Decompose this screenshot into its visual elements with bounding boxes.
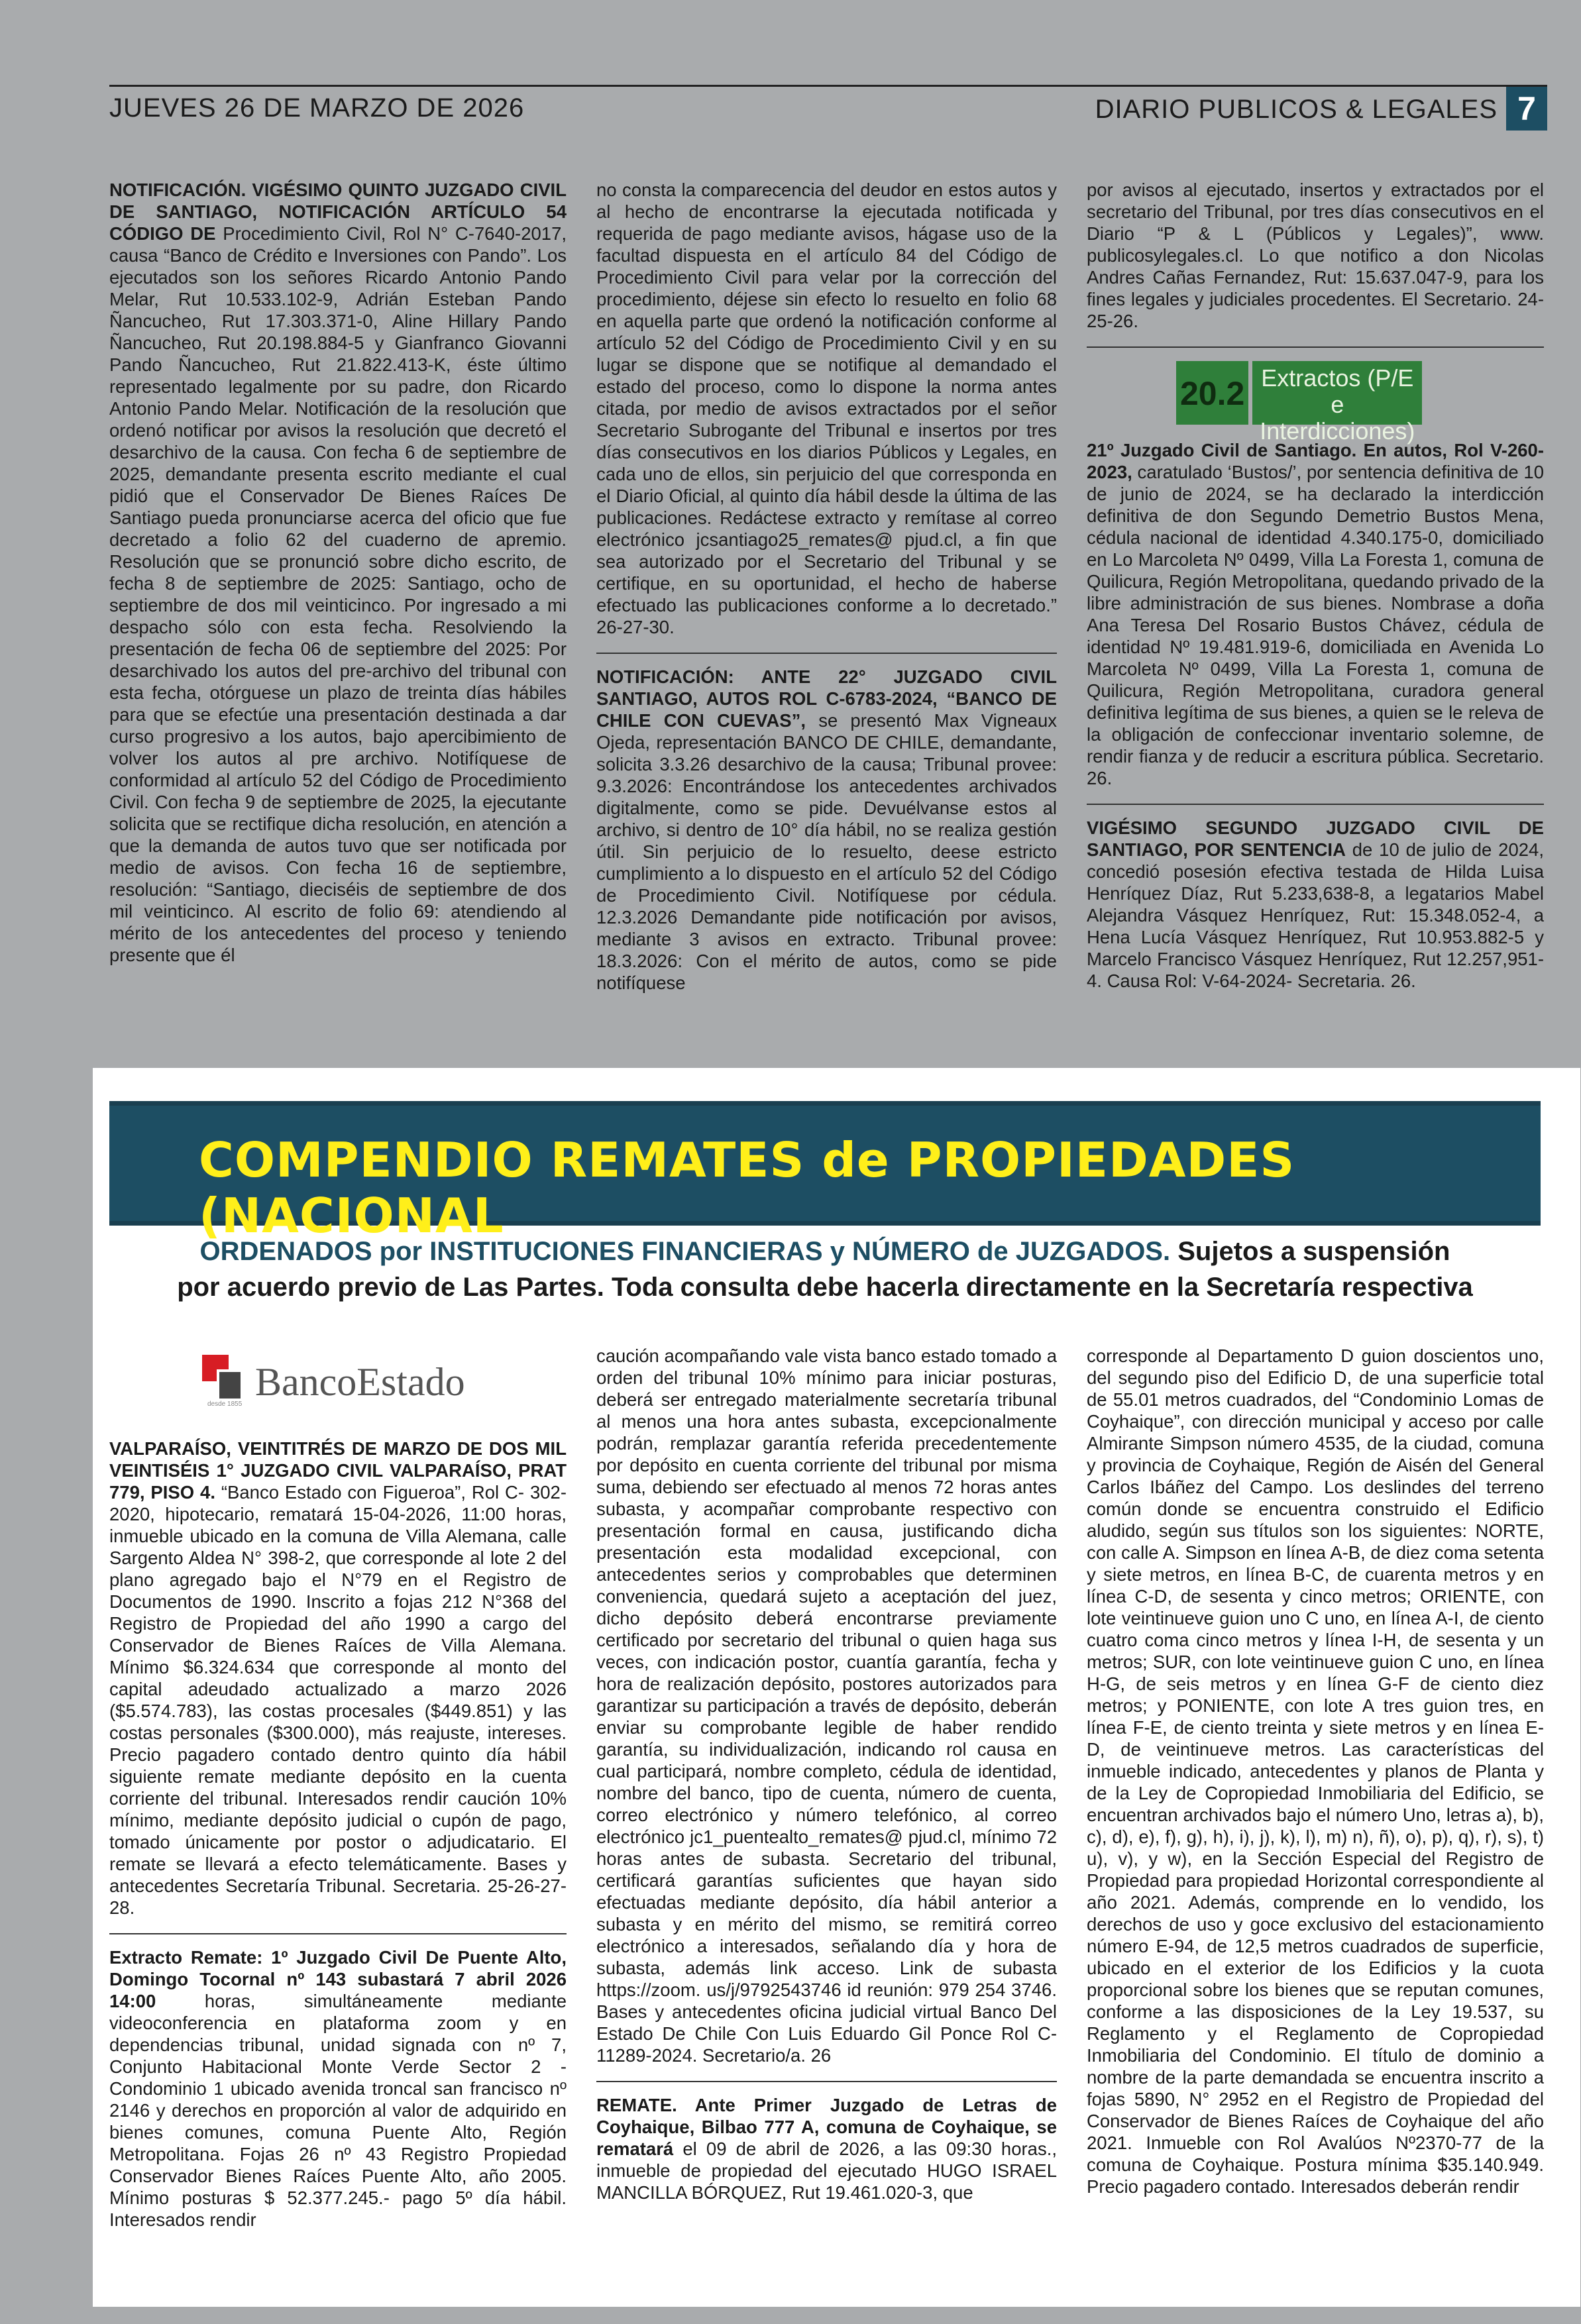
notice-25-juzgado [109,179,567,966]
notice-body: horas, simultáneamente mediante videoconferencia en plataforma zoom y en dependencias tribunal, unidad signada con nº 7, Conjunto Habitacional Monte Verde Sector 2 - Condominio 1 ubicado avenida troncal san francisco nº 2146 y derechos en proporción al valor de adquirido en bienes comunes, comuna Puente Alto, Región Metropolitana. Fojas 26 nº 43 Registro Propiedad Conservador Bienes Raíces Puente Alto, año 2005. Mínimo posturas $ 52.377.245.- pago 5º día hábil. Interesados rendir [109,1991,567,2230]
subheading-emphasis: ORDENADOS por INSTITUCIONES FINANCIERAS y NÚMERO de JUZGADOS. [199,1237,1171,1266]
notice-heading: REMATE. Ante Primer Juzgado de Letras de Coyhaique, Bilbao 777 A, comuna de Coyhaique, se rematará [596,2095,1057,2159]
notice-body: se presentó Max Vigneaux Ojeda, representación BANCO DE CHILE, demandante, solicita 3.3.26 desarchivo de la causa; Tribunal provee: 9.3.2026: Encontrándose los antecedentes archivados digitalmente, como se pide. Devuélvanse estos al archivo, si dentro de 10° día hábil, no se realiza gestión útil. Sin perjuicio de lo resuelto, deese estricto cumplimiento a lo dispuesto en el artículo 52 del Código de Procedimiento Civil. Notifíquese por cédula. 12.3.2026 Demandante pide notificación por avisos, mediante 3 avisos en extracto. Tribunal provee: 18.3.2026: Con el mérito de autos, como se pide notifíquese [596,710,1057,993]
notice-continuation: corresponde al Departamento D guion doscientos uno, del segundo piso del Edificio D, de una superficie total de 55.01 metros cuadrados, del “Condominio Lomas de Coyhaique”, con dirección municipal y acceso por calle Almirante Simpson número 4535, de la ciudad, comuna y provincia de Coyhaique, Región de Aisén del General Carlos Ibáñez del Campo. Los deslindes del terreno común donde se encuentra construido el Edificio aludido, según sus títulos son los siguientes: NORTE, con calle A. Simpson en línea A-B, de diez coma setenta y siete metros, en línea B-C, de cuarenta metros y en línea C-D, de sesenta y cinco metros; ORIENTE, con lote veintinueve guion uno C uno, en línea A-I, de ciento cuatro coma cinco metros y línea I-H, de sesenta y un metros; SUR, con lote veintinueve guion C uno, en línea H-G, de seis metros y en línea G-F de ciento diez metros; y PONIENTE, con lote A tres guion tres, en línea F-E, de ciento treinta y siete metros y en línea E-D, de veintinueve metros. Las características del inmueble indicado, antecedentes y planos de Planta y de la Ley de Copropiedad Inmobiliaria del Edificio, se encuentran archivados bajo el número Uno, letras a), b), c), d), e), f), g), h), i), j), k), l), m) n), ñ), o), p), q), r), s), t) u), v), y w), en la Sección Especial del Registro de Propiedad para propiedad Horizontal correspondiente al año 2021. Además, comprende en lo vendido, los derechos de uso y goce exclusivo del estacionamiento número E-94, de 12,5 metros cuadrados de superficie, ubicado en el exterior de los Edificios y la cuota proporcional sobre los bienes que se reputan comunes, conforme a las disposiciones de la Ley 19.537, su Reglamento y el Reglamento de Copropiedad Inmobiliaria del Condominio. El título de dominio a nombre de la parte demandada se encuentra inscrito a fojas 5890, N° 2952 en el Registro de Propiedad del Conservador de Bienes Raíces de Coyhaique del año 2021. Inmueble con Rol Avalúos Nº2370-77 de la comuna de Coyhaique. Postura mínima $35.140.949. Precio pagadero contado. Interesados deberán rendir [1087,1346,1544,2197]
divider [596,2081,1057,2082]
notice-body: “Banco Estado con Figueroa”, Rol C- 302-2020, hipotecario, rematará 15-04-2026, 11:00 horas, inmueble ubicado en la comuna de Villa Alemana, calle Sargento Aldea N° 398-2, que corresponde al lote 2 del plano agregado bajo el N°79 en el Registro de Documentos de 1990. Inscrito a fojas 212 N°368 del Registro de Propiedad del año 1990 a cargo del Conservador de Bienes Raíces de Villa Alemana. Mínimo $6.324.634 que corresponde al monto del capital adeudado actualizado a marzo 2026 ($5.574.783), las costas procesales ($449.851) y las costas personales ($300.000), más reajuste, intereses. Precio pagadero contado dentro quinto día hábil siguiente remate mediante depósito en la cuenta corriente del tribunal. Interesados rendir caución 10% mínimo, mediante depósito judicial o cupón de pago, tomado únicamente por postor o adjudicatario. El remate se llevará a efecto telemáticamente. Bases y antecedentes Secretaría Tribunal. Secretaria. 25-26-27-28. [109,1482,567,1918]
notice-interdiccion [1087,439,1544,789]
bancoestado-logo [195,1351,474,1411]
notice-heading: 21º Juzgado Civil de Santiago. En autos, Rol V-260-2023, [1087,440,1544,482]
banner-title: COMPENDIO REMATES de PROPIEDADES (NACIONAL [199,1132,1295,1243]
column-3 [1087,179,1544,992]
bancoestado-logo-icon [202,1355,247,1406]
notice-body: el 09 de abril de 2026, a las 09:30 horas., inmueble de propiedad del ejecutado HUGO ISRAEL MANCILLA BÓRQUEZ, Rut 19.461.020-3, que [596,2139,1057,2203]
notice-heading: Extracto Remate: 1º Juzgado Civil De Puente Alto, Domingo Tocornal nº 143 subastará 7 abril 2026 14:00 [109,1947,567,2011]
divider [1087,804,1544,805]
column-2 [596,179,1057,994]
issue-date: JUEVES 26 DE MARZO DE 2026 [109,93,525,123]
remates-banner [109,1101,1541,1243]
notice-continuation: por avisos al ejecutado, insertos y extractados por el secretario del Tribunal, por tres días consecutivos en el Diario “P & L (Públicos y Legales)”, www. publicosylegales.cl. Lo que notifico a don Nicolas Andres Cañas Fernandez, Rut: 15.637.047-9, para los fines legales y judiciales procedentes. El Secretario. 24-25-26. [1087,180,1544,331]
category-number: 20.2 [1176,361,1248,425]
subheading-text: Sujetos a suspensión [1177,1237,1450,1266]
logo-name: BancoEstado [255,1360,465,1404]
notice-heading: VALPARAÍSO, VEINTITRÉS DE MARZO DE DOS MIL VEINTISÉIS 1° JUZGADO CIVIL VALPARAÍSO, PRAT 779, PISO 4. [109,1438,567,1503]
remate-puente-alto [109,1946,567,2231]
notice-heading: NOTIFICACIÓN. VIGÉSIMO QUINTO JUZGADO CIVIL DE SANTIAGO, NOTIFICACIÓN ARTÍCULO 54 CÓDIGO DE [109,180,567,244]
category-badge [1176,360,1454,445]
column-6 [1087,1345,1544,2197]
notice-heading: NOTIFICACIÓN: ANTE 22° JUZGADO CIVIL SANTIAGO, AUTOS ROL C-6783-2024, “BANCO DE CHILE CON CUEVAS”, [596,666,1057,731]
notice-body: Procedimiento Civil, Rol N° C-7640-2017, causa “Banco de Crédito e Inversiones con Pando”. Los ejecutados son los señores Ricardo Antonio Pando Melar, Rut 10.533.102-9, Adrián Esteban Pando Ñancucheo, Rut 17.303.371-0, Aline Hillary Pando Ñancucheo, Rut 20.198.884-5 y Gianfranco Giovanni Pando Ñancucheo, Rut 21.822.413-K, éste último representado legalmente por su padre, don Ricardo Antonio Pando Melar. Notificación de la resolución que ordenó notificar por avisos la resolución que decretó el desarchivo de la causa. Con fecha 6 de septiembre de 2025, demandante presenta escrito mediante el cual pidió que el Conservador De Bienes Raíces De Santiago pueda pronunciarse acerca del oficio que fue decretado a folio 62 del cuaderno de apremio. Resolución que se pronunció sobre dicho escrito, de fecha 8 de septiembre de 2025: Santiago, ocho de septiembre de dos mil veinticinco. Por ingresado a mi despacho sólo con esta fecha. Resolviendo la presentación de fecha 06 de septiembre del 2025: Por desarchivado los autos del pre-archivo del tribunal con esta fecha, otórguese un plazo de treinta días hábiles para que se efectúe una presentación destinada a dar curso progresivo a los autos, bajo apercibimiento de volver los autos al pre archivo. Notifíquese de conformidad al artículo 52 del Código de Procedimiento Civil. Con fecha 9 de septiembre de 2025, la ejecutante solicita que se rectifique dicha resolución, en atención a que la demanda de autos tuvo que ser notificada por medio de avisos. Con fecha 16 de septiembre, resolución: “Santiago, dieciséis de septiembre de dos mil veinticinco. Al escrito de folio 69: atendiendo al mérito de los antecedentes del proceso y teniendo presente que él [109,223,567,965]
logo-since: desde 1855 [207,1400,243,1408]
remate-coyhaique [596,2094,1057,2203]
category-label: Extractos (P/E e Interdicciones) [1252,361,1422,425]
notice-posesion-efectiva [1087,817,1544,992]
notice-continuation: no consta la comparecencia del deudor en estos autos y al hecho de encontrarse la ejecutada notificada y requerida de pago mediante avisos, hágase uso de la facultad dispuesta en el artículo 84 del Código de Procedimiento Civil para velar por la corrección del procedimiento, déjese sin efecto lo resuelto en folio 68 en aquella parte que ordenó la notificación conforme al artículo 52 del Código de Procedimiento Civil y en su lugar se dispone que se notifique al demandado el estado del proceso, como lo dispone la norma antes citada, por medio de avisos extractados por el señor Secretario Subrogante del Tribunal e insertos por tres días consecutivos en los diarios Públicos y Legales, en cada uno de ellos, sin perjuicio del que corresponda en el Diario Oficial, al quinto día hábil desde la última de las publicaciones. Redáctese extracto y remítase al correo electrónico jcsantiago25_remates@ pjud.cl, a fin que sea autorizado por el Secretario del Tribunal y se certifique, en su oportunidad, el hecho de haberse efectuado las publicaciones conforme a lo decretado.” 26-27-30. [596,180,1057,637]
column-5 [596,1345,1057,2203]
page-header [109,85,1547,130]
remate-valparaiso [109,1438,567,1919]
column-4 [109,1438,567,2231]
notice-22-juzgado [596,666,1057,994]
divider [109,1933,567,1934]
notice-continuation: caución acompañando vale vista banco estado tomado a orden del tribunal 10% mínimo para iniciar posturas, deberá ser entregado materialmente secretaría tribunal al menos una hora antes subasta, excepcionalmente podrán, remplazar garantía referida precedentemente por depósito en cuenta corriente del tribunal por misma suma, debiendo ser efectuado al menos 72 horas antes subasta, y acompañar comprobante respectivo con presentación formal en causa, justificando dicha presentación esta modalidad excepcional, con antecedentes serios y comprobables que determinen conveniencia, quedará sujeto a aceptación del juez, dicho depósito deberá encontrarse previamente certificado por secretario del tribunal o quien haga sus veces, con indicación postor, cuantía garantía, fecha y hora de realización depósito, postores autorizados para garantizar su participación a través de depósito, deberán enviar su comprobante legible de haber rendido garantía, su individualización, indicando rol causa en cual participará, nombre completo, cédula de identidad, nombre del banco, tipo de cuenta, número de cuenta, correo electrónico y número telefónico, al correo electrónico jc1_puentealto_remates@ pjud.cl, mínimo 72 horas antes de subasta. Secretario del tribunal, certificará garantías suficientes que hayan sido efectuadas mediante depósito, día hábil anterior a subasta y en mérito del mismo, se remitirá correo electrónico a interesados, señalando día y hora de subasta, además link acceso. Link de subasta https://zoom. us/j/9792543746 id reunión: 979 254 3746. Bases y antecedentes oficina judicial virtual Banco Del Estado De Chile Con Luis Eduardo Gil Ponce Rol C-11289-2024. Secretario/a. 26 [596,1346,1057,2066]
remates-subheading [109,1234,1541,1305]
page-number: 7 [1506,87,1547,131]
column-1 [109,179,567,966]
divider [1087,346,1544,348]
notice-body: caratulado ‘Bustos/’, por sentencia definitiva de 10 de junio de 2024, se ha declarado la interdicción definitiva de don Segundo Demetrio Bustos Mena, cédula nacional de identidad 4.340.175-0, domiciliado en Lo Marcoleta Nº 0499, Villa La Foresta 1, comuna de Quilicura, Región Metropolitana, quedando privado de la libre administración de sus bienes. Nombrase a doña Ana Teresa Del Rosario Bustos Chávez, cédula de identidad Nº 19.481.919-6, domiciliada en Avenida Lo Marcoleta Nº 0499, Villa La Foresta 1, comuna de Quilicura, Región Metropolitana, curadora general definitiva legítima de sus bienes, a quien se le releva de la obligación de confeccionar inventario solemne, de rendir fianza y de reducir a escritura pública. Secretario. 26. [1087,462,1544,788]
subheading-line-2: por acuerdo previo de Las Partes. Toda consulta debe hacerla directamente en la Secretaría respectiva [177,1273,1473,1302]
publication-name: DIARIO PUBLICOS & LEGALES [1095,95,1498,124]
notice-body: de 10 de julio de 2024, concedió posesión efectiva testada de Hilda Luisa Henríquez Díaz, Rut 5.233,638-8, a legatarios Mabel Alejandra Vásquez Henríquez, Rut: 15.348.052-4, a Hena Lucía Vásquez Henríquez, Rut 10.953.882-5 y Marcelo Francisco Vásquez Henríquez, Rut 12.257,951-4. Causa Rol: V-64-2024- Secretaria. 26. [1087,839,1544,991]
notice-heading: VIGÉSIMO SEGUNDO JUZGADO CIVIL DE SANTIAGO, POR SENTENCIA [1087,818,1544,860]
divider [596,653,1057,654]
